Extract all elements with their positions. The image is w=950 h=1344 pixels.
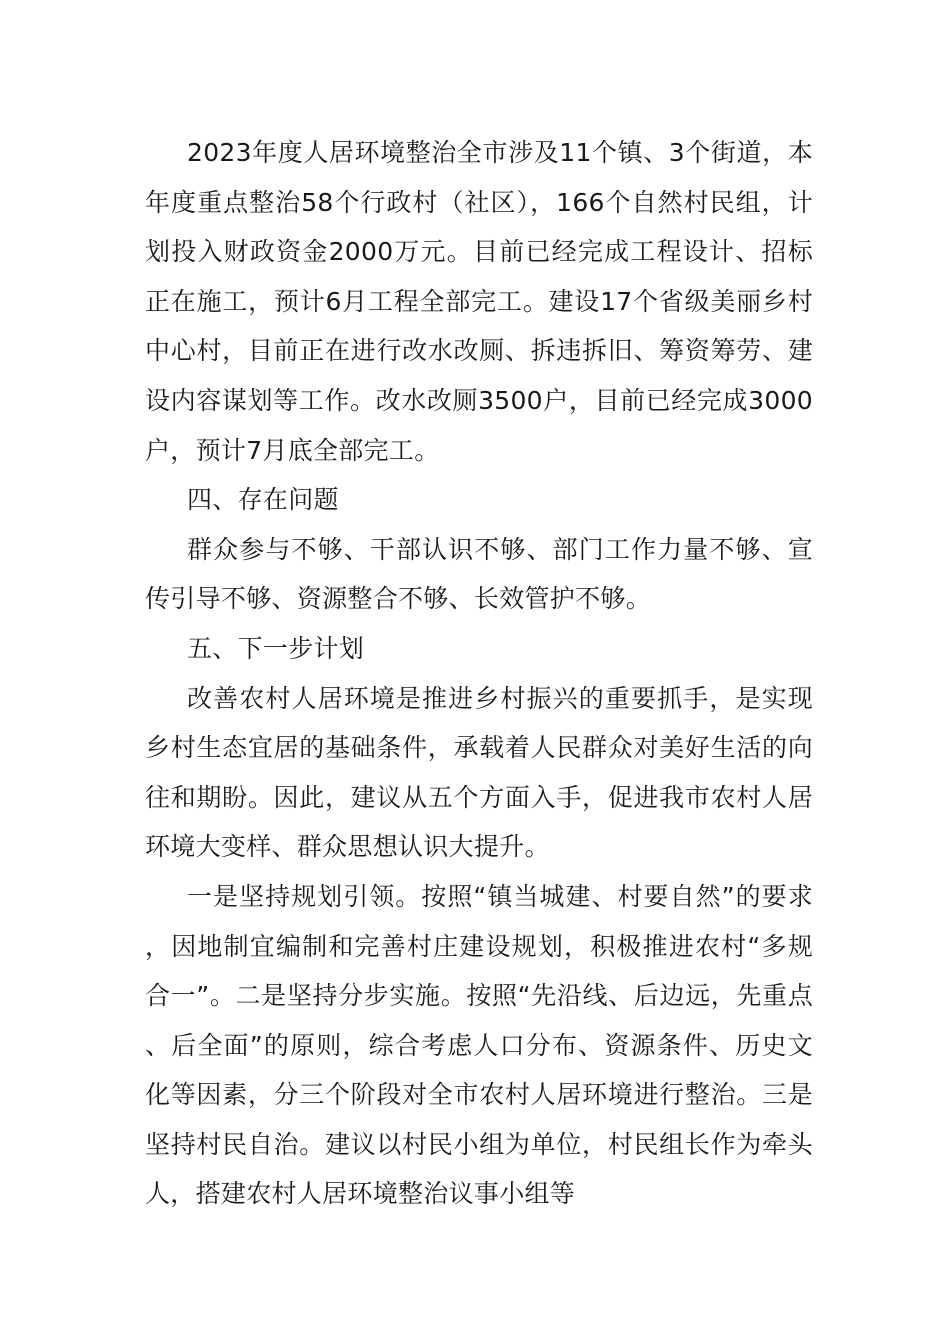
progress-paragraph: 2023年度人居环境整治全市涉及11个镇、3个街道，本年度重点整治58个行政村（社区），166个自然村民组，计划投入财政资金2000万元。目前已经完成工程设计、招标正在施工，预计6月工程全部完工。建设17个省级美丽乡村中心村，目前正在进行改水改厕、拆违拆旧、筹资筹劳、建设内容谋划等工作。改水改厕3500户，目前已经完成3000户，预计7月底全部完工。 — [145, 138, 813, 465]
section-heading-existing-problems: 四、存在问题 — [187, 485, 339, 515]
document-body — [145, 128, 813, 1219]
plan-intro-paragraph: 改善农村人居环境是推进乡村振兴的重要抓手，是实现乡村生态宜居的基础条件，承载着人民群众对美好生活的向往和期盼。因此，建议从五个方面入手，促进我市农村人居环境大变样、群众思想认识大提升。 — [145, 683, 813, 862]
section-heading-next-plan: 五、下一步计划 — [187, 633, 365, 663]
plan-measures-paragraph: 一是坚持规划引领。按照“镇当城建、村要自然”的要求，因地制宜编制和完善村庄建设规划，积极推进农村“多规合一”。二是坚持分步实施。按照“先沿线、后边远，先重点、后全面”的原则，综合考虑人口分布、资源条件、历史文化等因素，分三个阶段对全市农村人居环境进行整治。三是坚持村民自治。建议以村民小组为单位，村民组长作为牵头人，搭建农村人居环境整治议事小组等 — [145, 881, 813, 1209]
problems-paragraph: 群众参与不够、干部认识不够、部门工作力量不够、宣传引导不够、资源整合不够、长效管护不够。 — [145, 534, 813, 614]
